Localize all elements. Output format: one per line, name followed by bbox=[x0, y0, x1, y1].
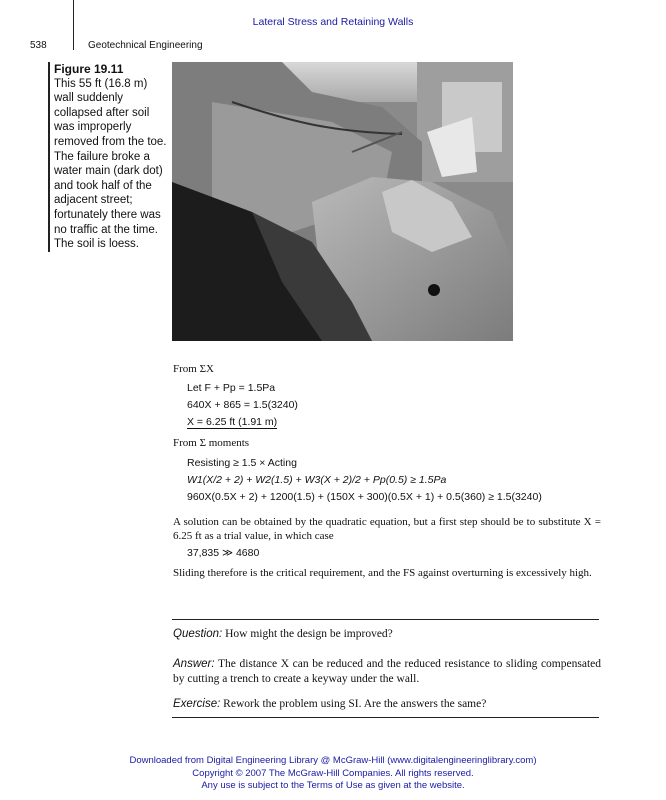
running-title: Geotechnical Engineering bbox=[88, 40, 203, 51]
paragraph-quadratic: A solution can be obtained by the quadratic equation, but a first step should be to substitute X = 6.25 ft as a trial value, in which case bbox=[173, 516, 601, 542]
answer-block bbox=[173, 657, 601, 687]
figure-caption-text: This 55 ft (16.8 m) wall suddenly collapsed after soil was improperly removed from the toe. The failure broke a water main (dark dot) and took half of the adjacent street; fortunately there was no traffic at the time. The soil is loess. bbox=[54, 77, 167, 251]
footer-download-link[interactable]: Downloaded from Digital Engineering Library @ McGraw-Hill (www.digitalengineeringlibrary.com) bbox=[129, 755, 537, 766]
from-sum-x: From ΣX bbox=[173, 363, 214, 375]
from-sum-moments: From Σ moments bbox=[173, 437, 250, 449]
footer-terms[interactable]: Any use is subject to the Terms of Use as given at the website. bbox=[201, 780, 465, 791]
divider-bottom bbox=[172, 717, 599, 718]
question-block bbox=[173, 627, 601, 642]
equation-moments-numeric: 960X(0.5X + 2) + 1200(1.5) + (150X + 300)(0.5X + 1) + 0.5(360) ≥ 1.5(3240) bbox=[187, 491, 542, 503]
figure-photo bbox=[172, 62, 513, 341]
page-number: 538 bbox=[30, 40, 47, 51]
comparison-result: 37,835 ≫ 4680 bbox=[187, 547, 260, 559]
chapter-header-link[interactable]: Lateral Stress and Retaining Walls bbox=[252, 16, 414, 28]
figure-label: Figure 19.11 bbox=[54, 62, 124, 76]
equation-resisting: Resisting ≥ 1.5 × Acting bbox=[187, 457, 297, 469]
answer-text: The distance X can be reduced and the reduced resistance to sliding compensated by cutting a trench to create a keyway under the wall. bbox=[173, 658, 601, 685]
equation-x-result bbox=[187, 416, 277, 428]
exercise-text: Rework the problem using SI. Are the answers the same? bbox=[223, 698, 487, 710]
collapsed-wall-photo bbox=[172, 62, 513, 341]
question-label: Question: bbox=[173, 628, 223, 640]
exercise-block bbox=[173, 697, 601, 712]
x-result-text: X = 6.25 ft (1.91 m) bbox=[187, 416, 278, 428]
paragraph-sliding: Sliding therefore is the critical requirement, and the FS against overturning is excessively high. bbox=[173, 567, 592, 579]
footer-copyright[interactable]: Copyright © 2007 The McGraw-Hill Companies. All rights reserved. bbox=[192, 768, 474, 779]
equation-let: Let F + Pp = 1.5Pa bbox=[187, 382, 276, 394]
equation-moments: W1(X/2 + 2) + W2(1.5) + W3(X + 2)/2 + Pp(0.5) ≥ 1.5Pa bbox=[187, 474, 447, 486]
header-divider bbox=[73, 0, 74, 50]
equation-force-balance: 640X + 865 = 1.5(3240) bbox=[187, 399, 298, 411]
exercise-label: Exercise: bbox=[173, 698, 221, 710]
answer-label: Answer: bbox=[173, 658, 215, 670]
question-text: How might the design be improved? bbox=[225, 628, 393, 640]
figure-caption bbox=[48, 62, 169, 252]
divider-top bbox=[172, 619, 599, 620]
